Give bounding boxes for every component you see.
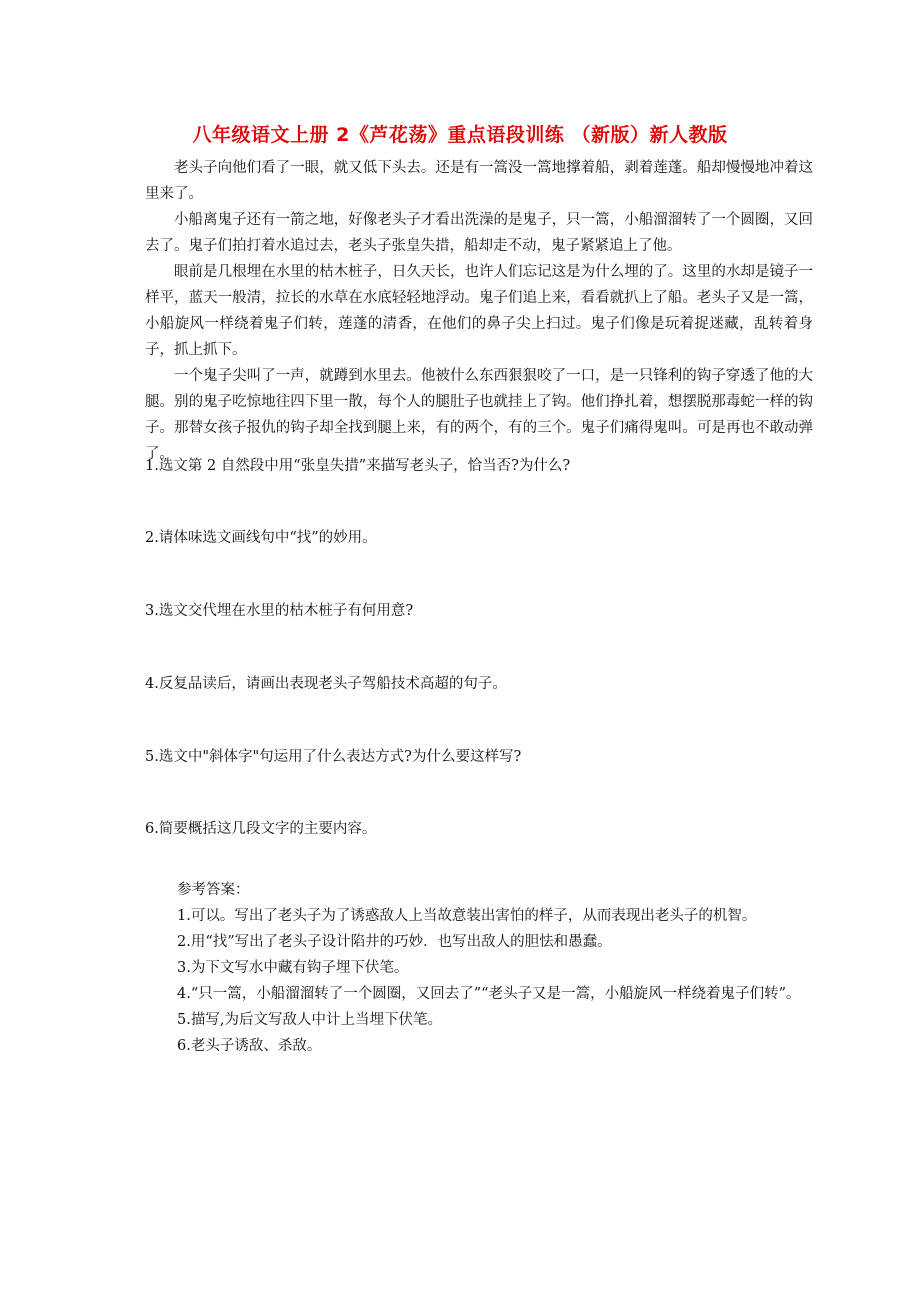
question-1: 1.选文第 2 自然段中用“张皇失措”来描写老头子，恰当否?为什么? [145,458,571,474]
answer-section [145,877,813,1059]
answer-2: 2.用“找”写出了老头子设计陷井的巧妙．也写出敌人的胆怯和愚蠢。 [177,934,612,950]
answer-5: 5.描写,为后文写敌人中计上当埋下伏笔。 [177,1012,442,1028]
answer-6: 6.老头子诱敌、杀敌。 [177,1038,322,1054]
passage-paragraph-4: 一个鬼子尖叫了一声，就蹲到水里去。他被什么东西狠狠咬了一口，是一只锋利的钩子穿透了他的大腿。别的鬼子吃惊地往四下里一散，每个人的腿肚子也就挂上了钩。他们挣扎着，想摆脱那毒蛇一样的钩子。那替女孩子报仇的钩子却全找到腿上来，有的两个，有的三个。鬼子们痛得鬼叫。可是再也不敢动弹了。 [145,368,813,462]
answer-1: 1.可以。写出了老头子为了诱惑敌人上当故意装出害怕的样子，从而表现出老头子的机智。 [177,908,757,924]
question-3: 3.选文交代埋在水里的枯木桩子有何用意? [145,603,414,619]
answer-4: 4.“只一篙，小船溜溜转了一个圆圈，又回去了”“老头子又是一篙，小船旋风一样绕着鬼子们转”。 [177,986,801,1002]
answer-3: 3.为下文写水中藏有钩子埋下伏笔。 [177,960,409,976]
question-2: 2.请体味选文画线句中“找”的妙用。 [145,530,377,546]
answers-label: 参考答案： [177,882,250,898]
passage-paragraph-1: 老头子向他们看了一眼，就又低下头去。还是有一篙没一篙地撑着船，剥着莲蓬。船却慢慢地冲着这里来了。 [145,160,813,202]
passage [145,155,813,467]
question-5: 5.选文中"斜体字"句运用了什么表达方式?为什么要这样写? [145,749,522,765]
question-6: 6.简要概括这几段文字的主要内容。 [145,821,377,837]
passage-paragraph-2: 小船离鬼子还有一箭之地，好像老头子才看出洗澡的是鬼子，只一篙，小船溜溜转了一个圆圈，又回去了。鬼子们拍打着水追过去，老头子张皇失措，船却走不动，鬼子紧紧追上了他。 [145,212,813,254]
passage-paragraph-3: 眼前是几根埋在水里的枯木桩子，日久天长，也许人们忘记这是为什么埋的了。这里的水却是镜子一样平，蓝天一般清，拉长的水草在水底轻轻地浮动。鬼子们追上来，看看就扒上了船。老头子又是一篙，小船旋风一样绕着鬼子们转，莲蓬的清香，在他们的鼻子尖上扫过。鬼子们像是玩着捉迷藏，乱转着身子，抓上抓下。 [145,264,813,358]
page-title: 八年级语文上册 2《芦花荡》重点语段训练 （新版）新人教版 [192,124,728,146]
question-4: 4.反复品读后，请画出表现老头子驾船技术高超的句子。 [145,676,507,692]
